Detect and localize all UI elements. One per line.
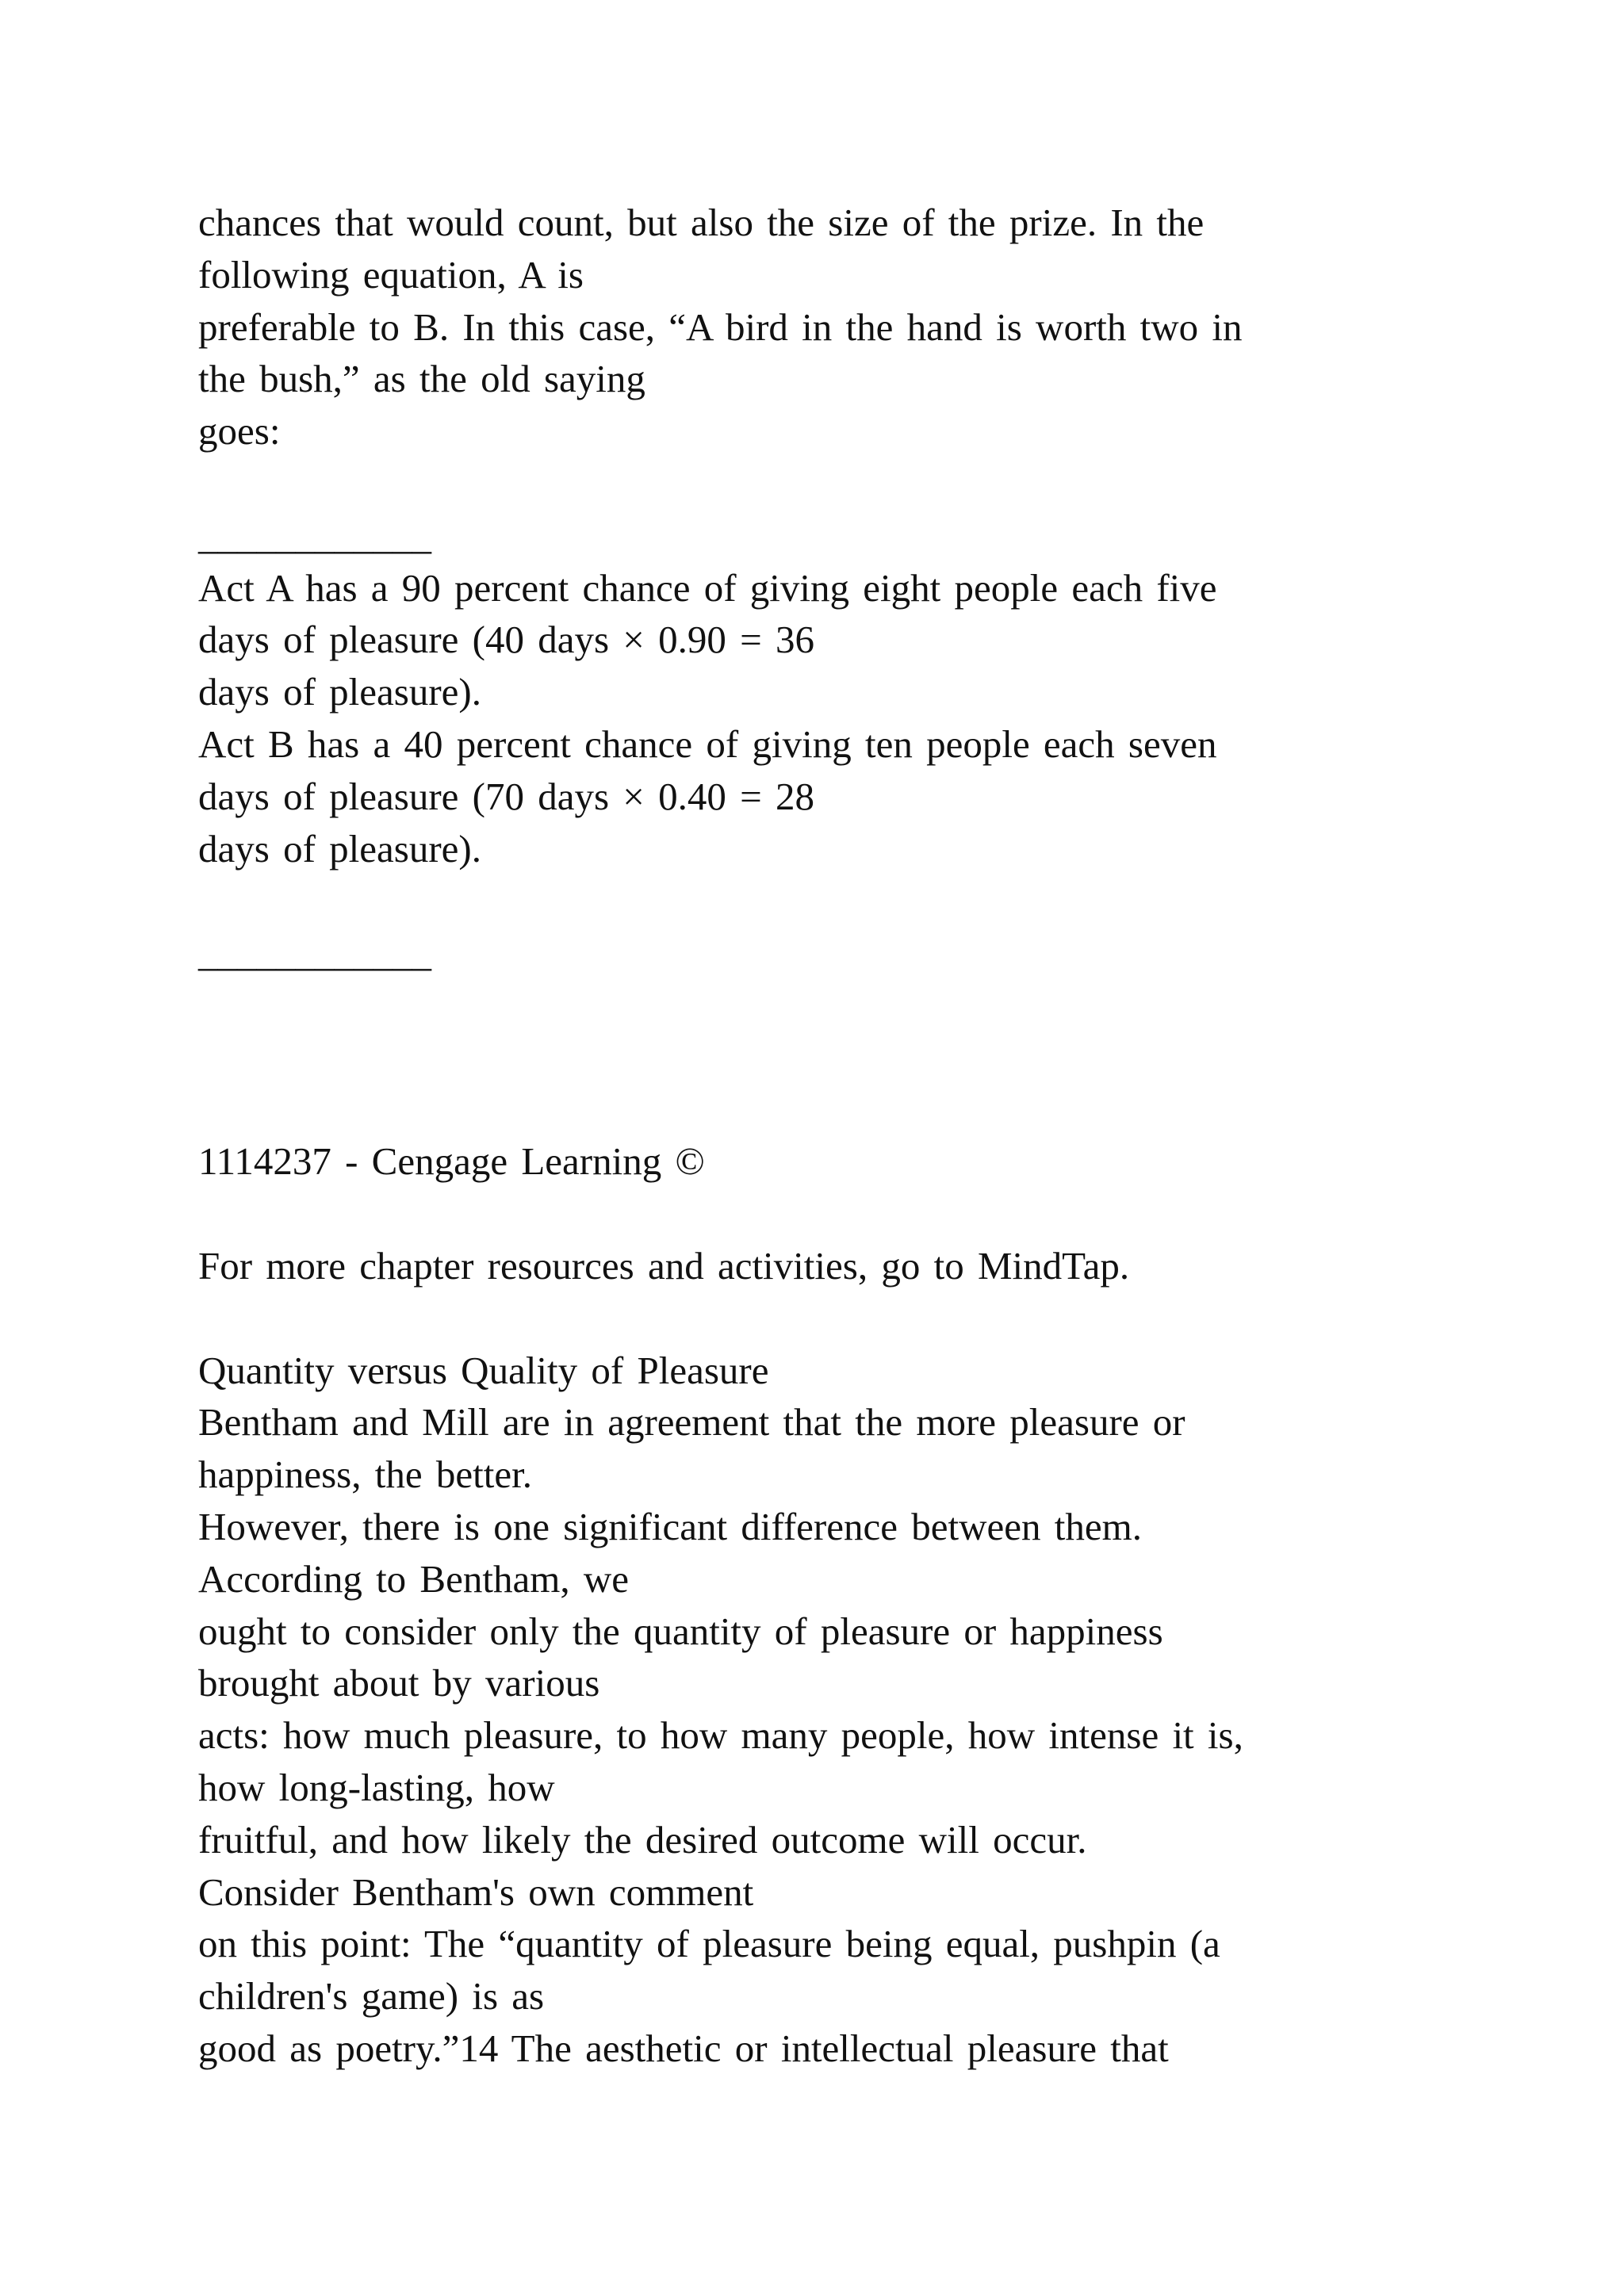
text-line: how long-lasting, how [198, 1765, 555, 1809]
text-line: acts: how much pleasure, to how many people, how intense it is, [198, 1713, 1243, 1758]
text-line: Act B has a 40 percent chance of giving ten people each seven [198, 721, 1217, 766]
section-heading: Quantity versus Quality of Pleasure [198, 1348, 769, 1392]
text-line: days of pleasure (40 days × 0.90 = 36 [198, 618, 815, 662]
document-text [198, 197, 1435, 2075]
blank-line [198, 1031, 1435, 1084]
text-line: happiness, the better. [198, 1452, 532, 1497]
text-line: children's game) is as [198, 1974, 545, 2019]
text-line: Act A has a 90 percent chance of giving eight people each five [198, 565, 1217, 610]
separator-rule: ____________ [198, 513, 431, 557]
text-line: chances that would count, but also the size of the prize. In the [198, 201, 1205, 244]
text-line: brought about by various [198, 1661, 600, 1705]
text-line: According to Bentham, we [198, 1556, 629, 1601]
text-line: Bentham and Mill are in agreement that the more pleasure or [198, 1400, 1185, 1445]
text-line: days of pleasure). [198, 670, 481, 714]
text-line: preferable to B. In this case, “A bird in the hand is worth two in [198, 304, 1243, 349]
text-line: days of pleasure). [198, 826, 481, 871]
blank-line [198, 1292, 1435, 1345]
resources-line: For more chapter resources and activities, go to MindTap. [198, 1243, 1130, 1288]
blank-line [198, 1188, 1435, 1240]
text-line: fruitful, and how likely the desired outcome will occur. [198, 1817, 1087, 1862]
blank-line [198, 1084, 1435, 1136]
text-line: ought to consider only the quantity of pleasure or happiness [198, 1609, 1163, 1653]
text-line: Consider Bentham's own comment [198, 1869, 754, 1914]
blank-line [198, 979, 1435, 1031]
text-line: following equation, A is [198, 252, 584, 297]
text-line: However, there is one significant difference between them. [198, 1504, 1142, 1548]
blank-line [198, 457, 1435, 510]
separator-rule: ____________ [198, 931, 431, 975]
text-line: days of pleasure (70 days × 0.40 = 28 [198, 774, 815, 818]
text-line: good as poetry.”14 The aesthetic or intellectual pleasure that [198, 2026, 1169, 2070]
text-line: the bush,” as the old saying [198, 357, 645, 401]
text-line: on this point: The “quantity of pleasure being equal, pushpin (a [198, 1922, 1220, 1966]
copyright-footer: 1114237 - Cengage Learning © [198, 1139, 705, 1184]
text-line: goes: [198, 409, 281, 453]
blank-line [198, 874, 1435, 927]
